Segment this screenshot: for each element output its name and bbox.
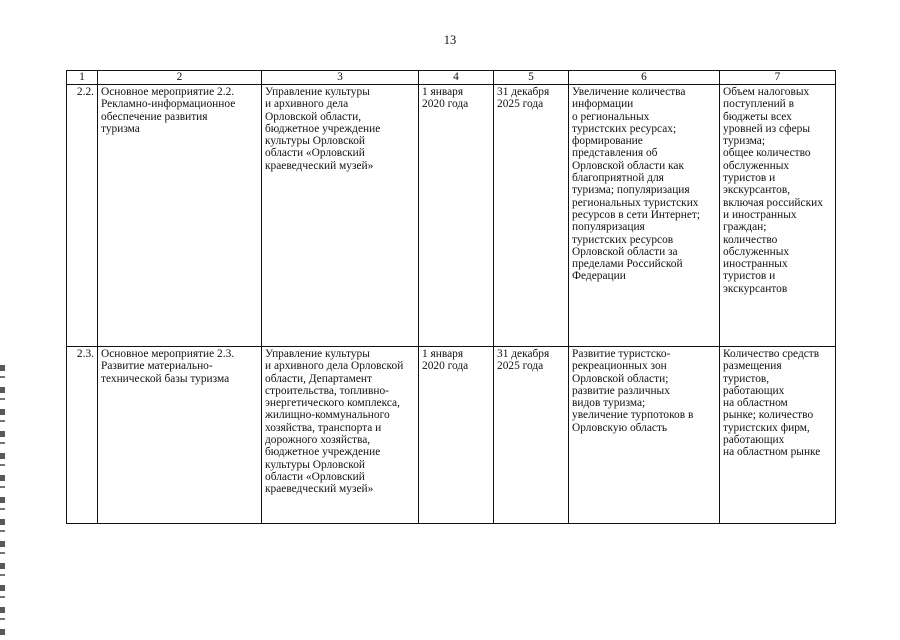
column-number: 2 <box>98 71 262 85</box>
end-date-text: 31 декабря 2025 года <box>497 86 550 111</box>
column-number-row <box>67 71 836 85</box>
event-cell <box>98 347 262 524</box>
start-date-cell <box>419 347 494 524</box>
end-date-cell <box>494 347 569 524</box>
executor-text-condensed: Управление культуры и архивного дела Орловской области, Департамент строительства, топливно- энергетического комплекса, жилищно-коммунального хозяйства, транспорта и дорожного хозяйства, <box>265 348 404 447</box>
column-number: 6 <box>569 71 720 85</box>
executor-cell <box>262 347 419 524</box>
event-text: Основное мероприятие 2.3. Развитие материально- технической базы туризма <box>101 348 235 385</box>
event-text: Основное мероприятие 2.2. Рекламно-информационное обеспечение развития туризма <box>101 86 236 135</box>
column-number: 4 <box>419 71 494 85</box>
column-number: 1 <box>67 71 98 85</box>
event-cell <box>98 85 262 347</box>
executor-cell <box>262 85 419 347</box>
table-row <box>67 85 836 347</box>
indicator-text: Объем налоговых поступлений в бюджеты всех уровней из сферы туризма; общее количество обслуженных туристов и экскурсантов, включая российских и иностранных граждан; количество обслуженных иностранных туристов и экскурсантов <box>723 86 823 295</box>
indicator-cell <box>720 85 836 347</box>
executor-text: бюджетное учреждение культуры Орловской области «Орловский краеведческий музей» <box>265 446 381 496</box>
end-date-cell <box>494 85 569 347</box>
events-table <box>66 70 836 524</box>
result-cell <box>569 347 720 524</box>
result-cell <box>569 85 720 347</box>
result-text: Увеличение количества информации о региональных туристских ресурсах; формирование представления об Орловской области как благоприятной для туризма; популяризация региональных туристских ресурсов в сети Интернет; популяризация туристских ресурсов Орловской области за пределами Российской Федерации <box>572 86 701 283</box>
row-number: 2.3. <box>67 347 98 524</box>
column-number: 7 <box>720 71 836 85</box>
end-date-text: 31 декабря 2025 года <box>497 348 550 373</box>
executor-text: Управление культуры и архивного дела Орловской области, бюджетное учреждение культуры Орловской области «Орловский краеведческий музей» <box>265 86 381 172</box>
start-date-text: 1 января 2020 года <box>422 348 469 373</box>
start-date-cell <box>419 85 494 347</box>
indicator-cell <box>720 347 836 524</box>
result-text: Развитие туристско- рекреационных зон Орловской области; развитие различных видов туризма; увеличение турпотоков в Орловскую область <box>572 348 694 434</box>
table-row <box>67 347 836 524</box>
row-number: 2.2. <box>67 85 98 347</box>
start-date-text: 1 января 2020 года <box>422 86 469 111</box>
binding-edge-marks <box>0 365 5 640</box>
column-number: 5 <box>494 71 569 85</box>
column-number: 3 <box>262 71 419 85</box>
indicator-text: Количество средств размещения туристов, работающих на областном рынке; количество туристских фирм, работающих на областном рынке <box>723 348 821 459</box>
page-number: 13 <box>443 33 457 47</box>
